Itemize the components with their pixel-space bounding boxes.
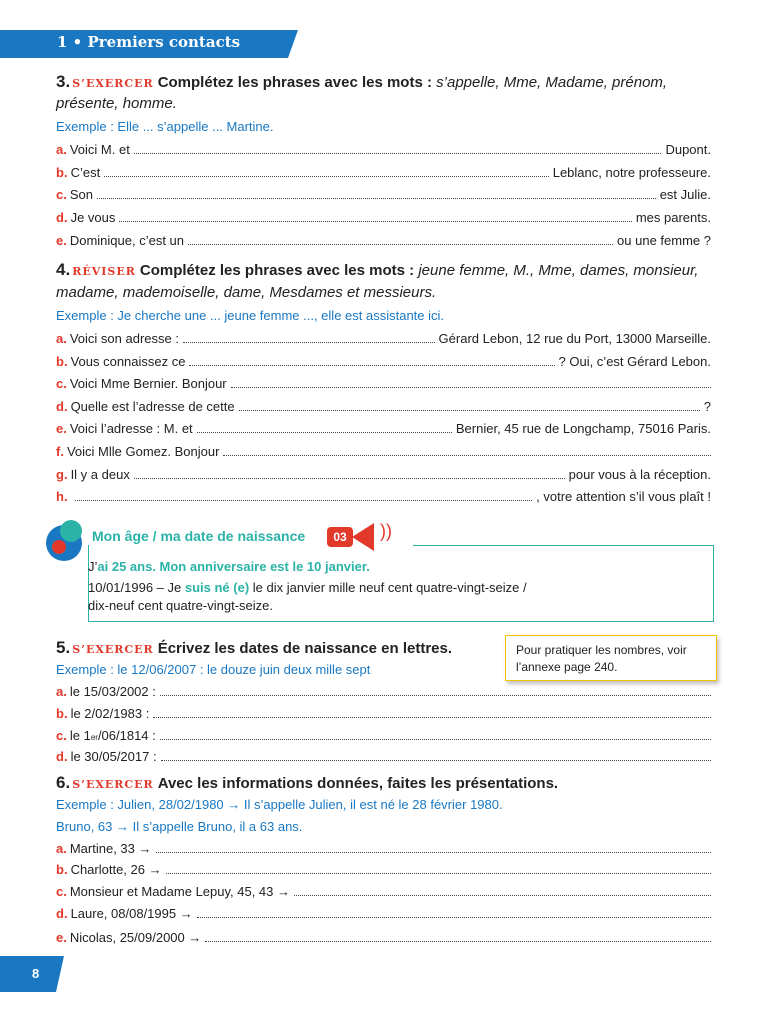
ex6-example-1: Exemple : Julien, 28/02/1980 → Il s’appelle Julien, il est né le 28 février 1980. — [56, 797, 503, 812]
answer-blank[interactable] — [223, 444, 711, 456]
box-line-1: J’ai 25 ans. Mon anniversaire est le 10 janvier. — [88, 559, 370, 574]
ex4-item-e: e. Voici l’adresse : M. et Bernier, 45 rue de Longchamp, 75016 Paris. — [56, 421, 711, 436]
ex3-item-e: e. Dominique, c’est un ou une femme ? — [56, 233, 711, 248]
box-line-2: 10/01/1996 – Je suis né (e) le dix janvier mille neuf cent quatre-vingt-seize / — [88, 580, 527, 595]
answer-blank[interactable] — [160, 728, 711, 740]
ex5-item-b: b. le 2/02/1983 : — [56, 705, 711, 723]
ex6-item-b: b. Charlotte, 26 → — [56, 861, 711, 879]
answer-blank[interactable] — [231, 376, 711, 388]
ex3-item-a: a. Voici M. et Dupont. — [56, 142, 711, 157]
answer-blank[interactable] — [205, 930, 711, 942]
answer-blank[interactable] — [239, 399, 700, 411]
ex3-item-b: b. C’est Leblanc, notre professeure. — [56, 165, 711, 180]
box-line-3: dix-neuf cent quatre-vingt-seize. — [88, 598, 273, 613]
ex4-item-g: g. Il y a deux pour vous à la réception. — [56, 467, 711, 482]
gear-icon — [60, 520, 82, 542]
sound-wave-icon: )) — [380, 521, 392, 541]
answer-blank[interactable] — [197, 906, 711, 918]
ex6-item-e: e. Nicolas, 25/09/2000 → — [56, 929, 711, 947]
ex3-title: 3. S’EXERCER Complétez les phrases avec les mots : s’appelle, Mme, Madame, prénom, — [56, 72, 668, 91]
answer-blank[interactable] — [161, 749, 711, 761]
answer-blank[interactable] — [160, 684, 711, 696]
small-gear-icon — [52, 540, 66, 554]
answer-blank[interactable] — [294, 884, 711, 896]
ex6-item-d: d. Laure, 08/08/1995 → — [56, 905, 711, 923]
ex5-title: 5. S’EXERCER Écrivez les dates de naissance en lettres. — [56, 638, 453, 657]
answer-blank[interactable] — [104, 165, 549, 177]
ex4-example: Exemple : Je cherche une ... jeune femme ..., elle est assistante ici. — [56, 308, 445, 323]
ex5-item-d: d. le 30/05/2017 : — [56, 748, 711, 766]
ex4-item-f: f. Voici Mlle Gomez. Bonjour — [56, 443, 711, 461]
answer-blank[interactable] — [134, 467, 565, 479]
ex4-item-c: c. Voici Mme Bernier. Bonjour — [56, 375, 711, 393]
ex5-example: Exemple : le 12/06/2007 : le douze juin deux mille sept — [56, 662, 371, 677]
ex4-item-d: d. Quelle est l’adresse de cette ? — [56, 399, 711, 414]
ex6-item-a: a. Martine, 33 → — [56, 840, 711, 858]
answer-blank[interactable] — [75, 489, 533, 501]
sticky-note: Pour pratiquer les nombres, voir l’annexe page 240. — [505, 635, 717, 681]
ex3-words-cont: présente, homme. — [56, 95, 177, 112]
answer-blank[interactable] — [156, 841, 712, 853]
answer-blank[interactable] — [183, 331, 435, 343]
answer-blank[interactable] — [119, 210, 631, 222]
box-title: Mon âge / ma date de naissance — [92, 528, 306, 544]
ex4-item-b: b. Vous connaissez ce ? Oui, c’est Gérard Lebon. — [56, 354, 711, 369]
answer-blank[interactable] — [188, 233, 613, 245]
ex4-title: 4. RÉVISER Complétez les phrases avec les mots : jeune femme, M., Mme, dames, monsieur, — [56, 260, 699, 279]
chapter-title: 1 • Premiers contacts — [57, 33, 241, 51]
ex6-item-c: c. Monsieur et Madame Lepuy, 45, 43 → — [56, 883, 711, 901]
ex3-example: Exemple : Elle ... s’appelle ... Martine. — [56, 119, 274, 134]
ex3-item-c: c. Son est Julie. — [56, 187, 711, 202]
ex6-title: 6. S’EXERCER Avec les informations données, faites les présentations. — [56, 773, 559, 792]
answer-blank[interactable] — [197, 421, 452, 433]
ex4-item-a: a. Voici son adresse : Gérard Lebon, 12 rue du Port, 13000 Marseille. — [56, 331, 711, 346]
answer-blank[interactable] — [134, 142, 662, 154]
ex4-words-cont: madame, mademoiselle, dame, Mesdames et messieurs. — [56, 284, 437, 301]
ex5-item-c: c. le 1 er /06/1814 : — [56, 727, 711, 747]
ex5-item-a: a. le 15/03/2002 : — [56, 683, 711, 701]
answer-blank[interactable] — [97, 187, 656, 199]
answer-blank[interactable] — [166, 862, 711, 874]
ex4-item-h: h. , votre attention s’il vous plaît ! — [56, 489, 711, 504]
audio-track-badge[interactable]: 03 — [327, 527, 353, 547]
ex3-item-d: d. Je vous mes parents. — [56, 210, 711, 225]
ex6-example-2: Bruno, 63 → Il s’appelle Bruno, il a 63 ans. — [56, 819, 303, 834]
answer-blank[interactable] — [153, 706, 711, 718]
page-number: 8 — [32, 966, 40, 981]
answer-blank[interactable] — [189, 354, 554, 366]
